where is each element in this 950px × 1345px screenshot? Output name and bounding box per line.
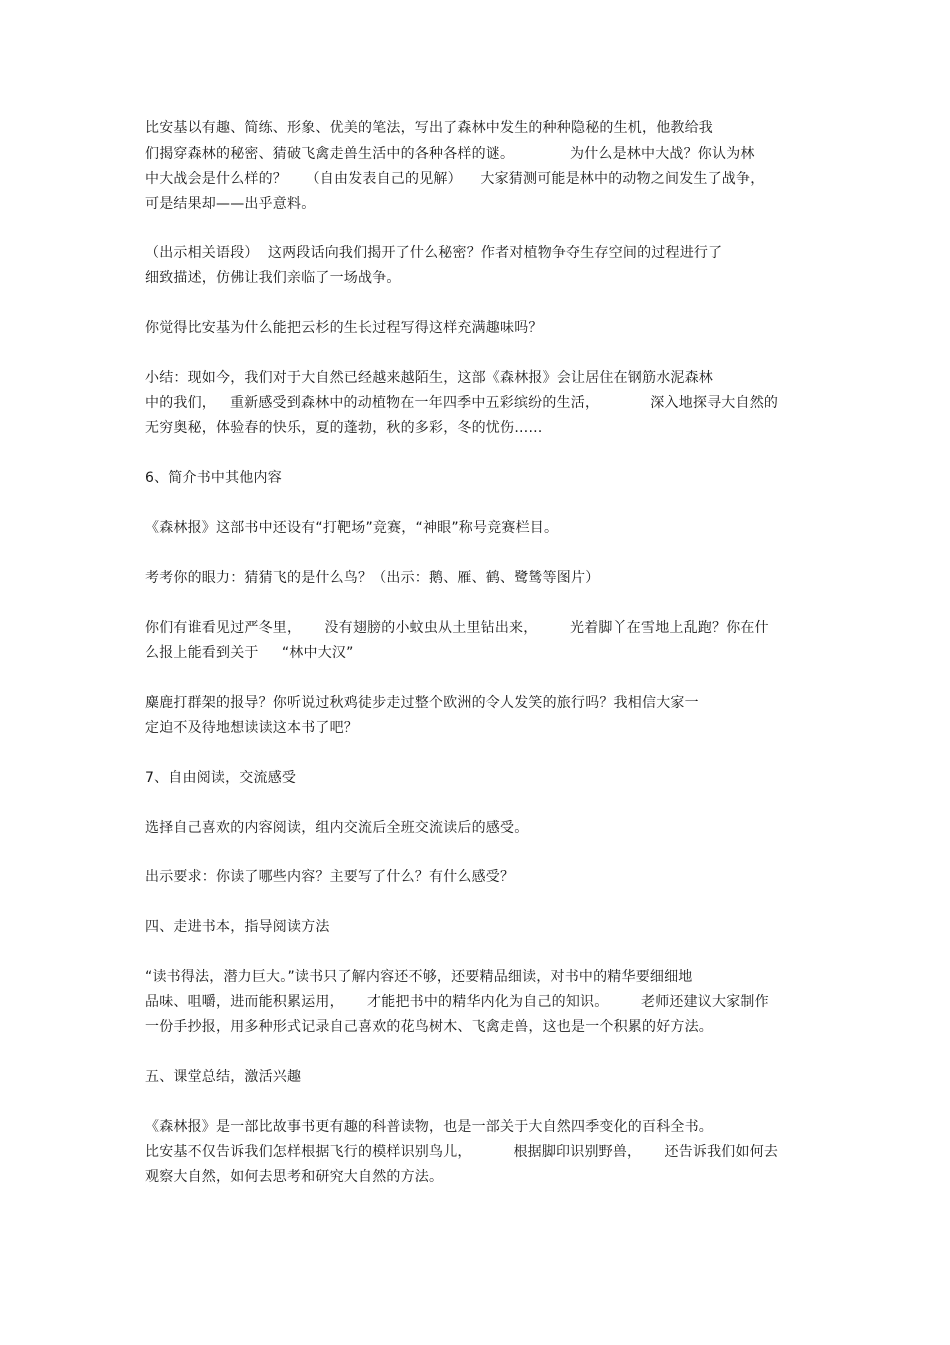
text-line: 出示要求：你读了哪些内容？主要写了什么？有什么感受？ <box>145 869 515 885</box>
section-heading: 6、简介书中其他内容 <box>145 470 282 486</box>
text-line: （出示相关语段） 这两段话向我们揭开了什么秘密？作者对植物争夺生存空间的过程进行了 <box>145 245 723 261</box>
text-line: 细致描述，仿佛让我们亲临了一场战争。 <box>145 270 401 286</box>
text-line: 《森林报》是一部比故事书更有趣的科普读物，也是一部关于大自然四季变化的百科全书。 <box>145 1119 713 1135</box>
text-line: 观察大自然，如何去思考和研究大自然的方法。 <box>145 1169 444 1185</box>
text-line: 考考你的眼力：猜猜飞的是什么鸟？（出示：鹅、雁、鹤、鹭鸶等图片） <box>145 570 600 586</box>
text-line: “读书得法，潜力巨大。”读书只了解内容还不够，还要精品细读，对书中的精华要细细地 <box>145 969 693 985</box>
text-line: 一份手抄报，用多种形式记录自己喜欢的花鸟树木、飞禽走兽，这也是一个积累的好方法。 <box>145 1019 713 1035</box>
section-heading: 五、课堂总结，激活兴趣 <box>145 1069 302 1085</box>
text-line: 《森林报》这部书中还设有“打靶场”竞赛，“神眼”称号竞赛栏目。 <box>145 520 559 536</box>
text-line: 比安基以有趣、简练、形象、优美的笔法，写出了森林中发生的种种隐秘的生机，他教给我 <box>145 120 713 136</box>
text-line: 们揭穿森林的秘密、猜破飞禽走兽生活中的各种各样的谜。 为什么是林中大战？你认为林 <box>145 146 755 162</box>
text-line: 品味、咀嚼，进而能积累运用， 才能把书中的精华内化为自己的知识。 老师还建议大家制作 <box>145 994 769 1010</box>
text-line: 你们有谁看见过严冬里， 没有翅膀的小蚊虫从土里钻出来， 光着脚丫在雪地上乱跑？你在什 <box>145 620 769 636</box>
text-line: 可是结果却——出乎意料。 <box>145 196 316 212</box>
text-line: 麋鹿打群架的报导？你听说过秋鸡徒步走过整个欧洲的令人发笑的旅行吗？我相信大家一 <box>145 695 699 711</box>
text-line: 你觉得比安基为什么能把云杉的生长过程写得这样充满趣味吗？ <box>145 320 543 336</box>
text-line: 中的我们， 重新感受到森林中的动植物在一年四季中五彩缤纷的生活， 深入地探寻大自然的 <box>145 395 779 411</box>
text-line: 无穷奥秘，体验春的快乐，夏的蓬勃，秋的多彩，冬的忧伤…… <box>145 420 543 436</box>
text-line: 小结：现如今，我们对于大自然已经越来越陌生，这部《森林报》会让居住在钢筋水泥森林 <box>145 370 713 386</box>
text-line: 中大战会是什么样的？ （自由发表自己的见解） 大家猜测可能是林中的动物之间发生了战争， <box>145 171 765 187</box>
text-line: 比安基不仅告诉我们怎样根据飞行的模样识别鸟儿， 根据脚印识别野兽， 还告诉我们如何去 <box>145 1144 779 1160</box>
text-line: 么报上能看到关于 “林中大汉” <box>145 645 354 661</box>
text-line: 定迫不及待地想读读这本书了吧？ <box>145 720 358 736</box>
section-heading: 7、自由阅读，交流感受 <box>145 770 297 786</box>
section-heading: 四、走进书本，指导阅读方法 <box>145 919 330 935</box>
text-line: 选择自己喜欢的内容阅读，组内交流后全班交流读后的感受。 <box>145 820 529 836</box>
